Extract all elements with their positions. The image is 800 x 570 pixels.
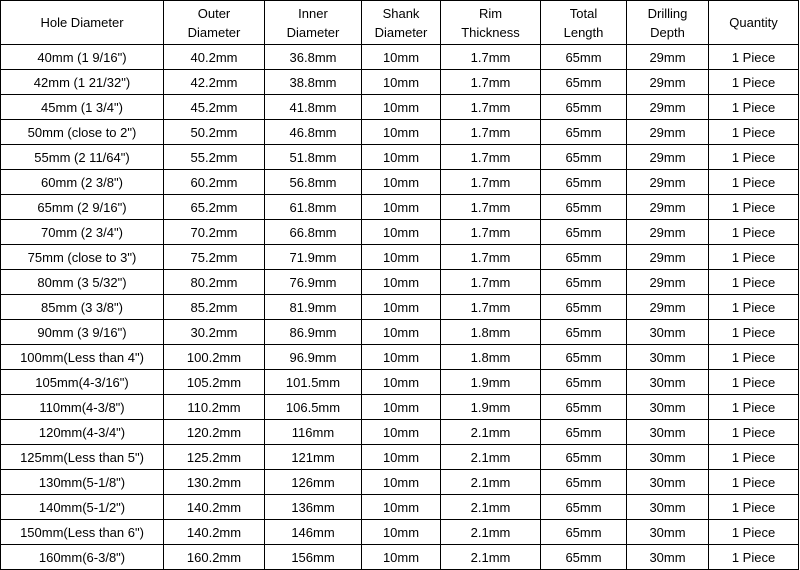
outer-diameter-cell: 40.2mm [164,45,265,70]
shank-diameter-cell: 10mm [362,270,441,295]
quantity-cell: 1 Piece [709,195,799,220]
table-row [1,445,799,470]
header-quantity: Quantity [709,1,799,45]
drilling-depth-cell: 30mm [627,545,709,570]
outer-diameter-cell: 160.2mm [164,545,265,570]
rim-thickness-cell: 1.7mm [441,270,541,295]
quantity-cell: 1 Piece [709,145,799,170]
drilling-depth-cell: 30mm [627,345,709,370]
hole-diameter-cell: 60mm (2 3/8") [1,170,164,195]
inner-diameter-cell: 51.8mm [265,145,362,170]
total-length-cell: 65mm [541,445,627,470]
drilling-depth-cell: 29mm [627,220,709,245]
header-shank-diameter: Shank Diameter [362,1,441,45]
inner-diameter-cell: 71.9mm [265,245,362,270]
total-length-cell: 65mm [541,420,627,445]
drilling-depth-cell: 29mm [627,195,709,220]
rim-thickness-cell: 1.7mm [441,195,541,220]
drilling-depth-cell: 29mm [627,45,709,70]
drilling-depth-cell: 30mm [627,370,709,395]
quantity-cell: 1 Piece [709,320,799,345]
shank-diameter-cell: 10mm [362,445,441,470]
drilling-depth-cell: 29mm [627,70,709,95]
hole-diameter-cell: 105mm(4-3/16") [1,370,164,395]
total-length-cell: 65mm [541,145,627,170]
table-body [1,45,799,570]
total-length-cell: 65mm [541,370,627,395]
drilling-depth-cell: 30mm [627,395,709,420]
shank-diameter-cell: 10mm [362,95,441,120]
drilling-depth-cell: 29mm [627,120,709,145]
hole-diameter-cell: 90mm (3 9/16") [1,320,164,345]
total-length-cell: 65mm [541,95,627,120]
hole-diameter-cell: 85mm (3 3/8") [1,295,164,320]
outer-diameter-cell: 70.2mm [164,220,265,245]
inner-diameter-cell: 86.9mm [265,320,362,345]
total-length-cell: 65mm [541,220,627,245]
hole-diameter-cell: 110mm(4-3/8") [1,395,164,420]
rim-thickness-cell: 1.7mm [441,145,541,170]
shank-diameter-cell: 10mm [362,145,441,170]
rim-thickness-cell: 1.7mm [441,170,541,195]
total-length-cell: 65mm [541,470,627,495]
shank-diameter-cell: 10mm [362,120,441,145]
rim-thickness-cell: 1.8mm [441,320,541,345]
hole-diameter-cell: 55mm (2 11/64") [1,145,164,170]
shank-diameter-cell: 10mm [362,245,441,270]
table-row [1,320,799,345]
quantity-cell: 1 Piece [709,495,799,520]
shank-diameter-cell: 10mm [362,520,441,545]
table-row [1,345,799,370]
quantity-cell: 1 Piece [709,270,799,295]
header-rim-thickness: Rim Thickness [441,1,541,45]
outer-diameter-cell: 55.2mm [164,145,265,170]
table-row [1,220,799,245]
rim-thickness-cell: 1.9mm [441,370,541,395]
rim-thickness-cell: 1.7mm [441,120,541,145]
drilling-depth-cell: 30mm [627,420,709,445]
inner-diameter-cell: 61.8mm [265,195,362,220]
shank-diameter-cell: 10mm [362,420,441,445]
table-row [1,470,799,495]
outer-diameter-cell: 140.2mm [164,495,265,520]
quantity-cell: 1 Piece [709,420,799,445]
drilling-depth-cell: 30mm [627,495,709,520]
inner-diameter-cell: 106.5mm [265,395,362,420]
rim-thickness-cell: 2.1mm [441,470,541,495]
total-length-cell: 65mm [541,495,627,520]
total-length-cell: 65mm [541,295,627,320]
hole-diameter-cell: 75mm (close to 3") [1,245,164,270]
shank-diameter-cell: 10mm [362,220,441,245]
quantity-cell: 1 Piece [709,295,799,320]
outer-diameter-cell: 125.2mm [164,445,265,470]
drilling-depth-cell: 30mm [627,445,709,470]
table-row [1,495,799,520]
header-hole-diameter: Hole Diameter [1,1,164,45]
quantity-cell: 1 Piece [709,95,799,120]
inner-diameter-cell: 66.8mm [265,220,362,245]
hole-diameter-cell: 42mm (1 21/32") [1,70,164,95]
hole-diameter-cell: 120mm(4-3/4") [1,420,164,445]
total-length-cell: 65mm [541,70,627,95]
inner-diameter-cell: 101.5mm [265,370,362,395]
quantity-cell: 1 Piece [709,170,799,195]
quantity-cell: 1 Piece [709,45,799,70]
rim-thickness-cell: 1.8mm [441,345,541,370]
outer-diameter-cell: 130.2mm [164,470,265,495]
header-drilling-depth: Drilling Depth [627,1,709,45]
inner-diameter-cell: 96.9mm [265,345,362,370]
outer-diameter-cell: 42.2mm [164,70,265,95]
quantity-cell: 1 Piece [709,245,799,270]
drilling-depth-cell: 29mm [627,245,709,270]
outer-diameter-cell: 105.2mm [164,370,265,395]
table-row [1,45,799,70]
inner-diameter-cell: 116mm [265,420,362,445]
table-row [1,245,799,270]
total-length-cell: 65mm [541,170,627,195]
hole-diameter-cell: 160mm(6-3/8") [1,545,164,570]
hole-diameter-cell: 100mm(Less than 4") [1,345,164,370]
quantity-cell: 1 Piece [709,345,799,370]
rim-thickness-cell: 1.7mm [441,95,541,120]
hole-diameter-cell: 45mm (1 3/4") [1,95,164,120]
hole-diameter-cell: 140mm(5-1/2") [1,495,164,520]
shank-diameter-cell: 10mm [362,545,441,570]
inner-diameter-cell: 41.8mm [265,95,362,120]
table-row [1,195,799,220]
table-row [1,520,799,545]
drilling-depth-cell: 30mm [627,520,709,545]
hole-diameter-cell: 130mm(5-1/8") [1,470,164,495]
outer-diameter-cell: 110.2mm [164,395,265,420]
outer-diameter-cell: 30.2mm [164,320,265,345]
header-row [1,1,799,45]
hole-diameter-cell: 40mm (1 9/16") [1,45,164,70]
hole-diameter-cell: 80mm (3 5/32") [1,270,164,295]
rim-thickness-cell: 2.1mm [441,420,541,445]
rim-thickness-cell: 1.7mm [441,295,541,320]
table-row [1,95,799,120]
table-row [1,295,799,320]
outer-diameter-cell: 50.2mm [164,120,265,145]
rim-thickness-cell: 1.7mm [441,70,541,95]
rim-thickness-cell: 2.1mm [441,445,541,470]
table-row [1,120,799,145]
drilling-depth-cell: 29mm [627,295,709,320]
outer-diameter-cell: 120.2mm [164,420,265,445]
quantity-cell: 1 Piece [709,220,799,245]
header-outer-diameter: Outer Diameter [164,1,265,45]
drilling-depth-cell: 30mm [627,470,709,495]
total-length-cell: 65mm [541,45,627,70]
inner-diameter-cell: 38.8mm [265,70,362,95]
rim-thickness-cell: 1.7mm [441,220,541,245]
table-row [1,370,799,395]
total-length-cell: 65mm [541,545,627,570]
hole-diameter-cell: 70mm (2 3/4") [1,220,164,245]
drilling-depth-cell: 29mm [627,95,709,120]
drilling-depth-cell: 29mm [627,145,709,170]
rim-thickness-cell: 2.1mm [441,520,541,545]
inner-diameter-cell: 126mm [265,470,362,495]
total-length-cell: 65mm [541,395,627,420]
hole-diameter-cell: 125mm(Less than 5") [1,445,164,470]
quantity-cell: 1 Piece [709,120,799,145]
table-row [1,395,799,420]
rim-thickness-cell: 1.7mm [441,245,541,270]
inner-diameter-cell: 76.9mm [265,270,362,295]
total-length-cell: 65mm [541,120,627,145]
shank-diameter-cell: 10mm [362,320,441,345]
table-row [1,70,799,95]
inner-diameter-cell: 36.8mm [265,45,362,70]
rim-thickness-cell: 1.9mm [441,395,541,420]
outer-diameter-cell: 100.2mm [164,345,265,370]
quantity-cell: 1 Piece [709,70,799,95]
drilling-depth-cell: 29mm [627,270,709,295]
rim-thickness-cell: 2.1mm [441,545,541,570]
outer-diameter-cell: 80.2mm [164,270,265,295]
inner-diameter-cell: 46.8mm [265,120,362,145]
shank-diameter-cell: 10mm [362,195,441,220]
table-row [1,170,799,195]
drilling-depth-cell: 29mm [627,170,709,195]
inner-diameter-cell: 121mm [265,445,362,470]
inner-diameter-cell: 81.9mm [265,295,362,320]
table-row [1,270,799,295]
table-row [1,545,799,570]
quantity-cell: 1 Piece [709,470,799,495]
outer-diameter-cell: 45.2mm [164,95,265,120]
total-length-cell: 65mm [541,195,627,220]
shank-diameter-cell: 10mm [362,345,441,370]
total-length-cell: 65mm [541,270,627,295]
hole-diameter-cell: 65mm (2 9/16") [1,195,164,220]
hole-diameter-cell: 150mm(Less than 6") [1,520,164,545]
outer-diameter-cell: 140.2mm [164,520,265,545]
shank-diameter-cell: 10mm [362,170,441,195]
outer-diameter-cell: 85.2mm [164,295,265,320]
total-length-cell: 65mm [541,245,627,270]
header-inner-diameter: Inner Diameter [265,1,362,45]
inner-diameter-cell: 156mm [265,545,362,570]
shank-diameter-cell: 10mm [362,470,441,495]
inner-diameter-cell: 56.8mm [265,170,362,195]
header-total-length: Total Length [541,1,627,45]
outer-diameter-cell: 75.2mm [164,245,265,270]
shank-diameter-cell: 10mm [362,295,441,320]
shank-diameter-cell: 10mm [362,70,441,95]
rim-thickness-cell: 1.7mm [441,45,541,70]
shank-diameter-cell: 10mm [362,370,441,395]
table-row [1,420,799,445]
inner-diameter-cell: 136mm [265,495,362,520]
quantity-cell: 1 Piece [709,370,799,395]
total-length-cell: 65mm [541,345,627,370]
shank-diameter-cell: 10mm [362,395,441,420]
quantity-cell: 1 Piece [709,545,799,570]
table-row [1,145,799,170]
outer-diameter-cell: 60.2mm [164,170,265,195]
shank-diameter-cell: 10mm [362,45,441,70]
outer-diameter-cell: 65.2mm [164,195,265,220]
rim-thickness-cell: 2.1mm [441,495,541,520]
drilling-depth-cell: 30mm [627,320,709,345]
shank-diameter-cell: 10mm [362,495,441,520]
inner-diameter-cell: 146mm [265,520,362,545]
quantity-cell: 1 Piece [709,445,799,470]
total-length-cell: 65mm [541,320,627,345]
total-length-cell: 65mm [541,520,627,545]
quantity-cell: 1 Piece [709,395,799,420]
quantity-cell: 1 Piece [709,520,799,545]
hole-diameter-cell: 50mm (close to 2") [1,120,164,145]
